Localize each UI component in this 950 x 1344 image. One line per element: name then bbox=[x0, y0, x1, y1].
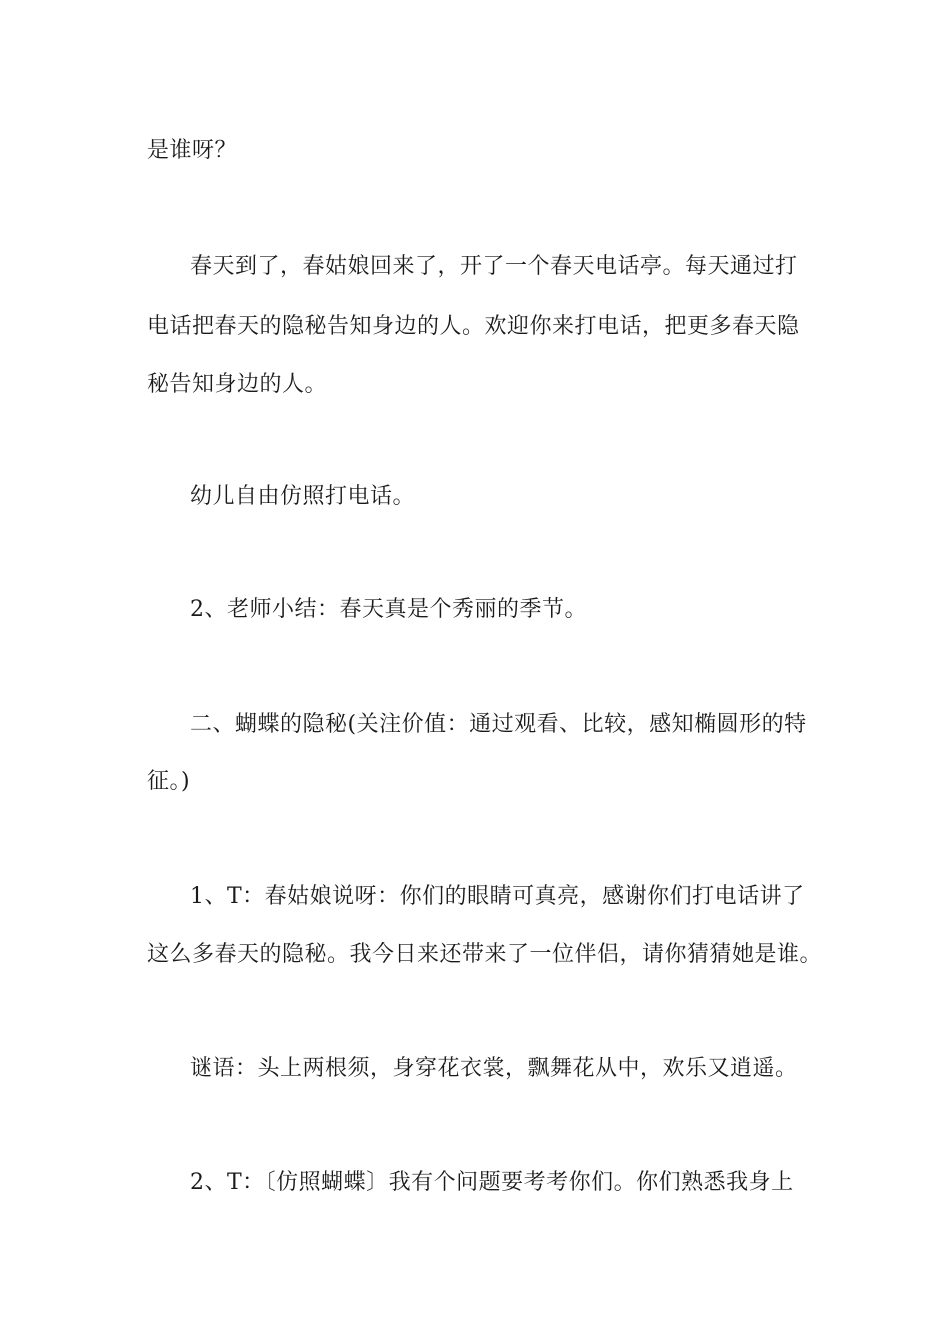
text-line: 秘告知身边的人。 bbox=[147, 372, 328, 397]
text-line: 春天到了，春姑娘回来了，开了一个春天电话亭。每天通过打 bbox=[190, 254, 798, 279]
text-line: 2、T：〔仿照蝴蝶〕我有个问题要考考你们。你们熟悉我身上 bbox=[190, 1170, 794, 1195]
text-line: 2、老师小结：春天真是个秀丽的季节。 bbox=[190, 597, 587, 622]
text-line: 这么多春天的隐秘。我今日来还带来了一位伴侣，请你猜猜她是谁。 bbox=[147, 942, 823, 967]
text-line: 是谁呀？ bbox=[147, 138, 238, 163]
text-line: 二、蝴蝶的隐秘(关注价值：通过观看、比较，感知椭圆形的特 bbox=[190, 712, 807, 737]
text-line: 幼儿自由仿照打电话。 bbox=[190, 484, 416, 509]
text-line: 征。) bbox=[147, 769, 191, 794]
text-line: 谜语：头上两根须，身穿花衣裳，飘舞花从中，欢乐又逍遥。 bbox=[190, 1056, 798, 1081]
text-line: 1、T：春姑娘说呀：你们的眼睛可真亮，感谢你们打电话讲了 bbox=[190, 884, 805, 909]
text-line: 电话把春天的隐秘告知身边的人。欢迎你来打电话，把更多春天隐 bbox=[147, 314, 800, 339]
